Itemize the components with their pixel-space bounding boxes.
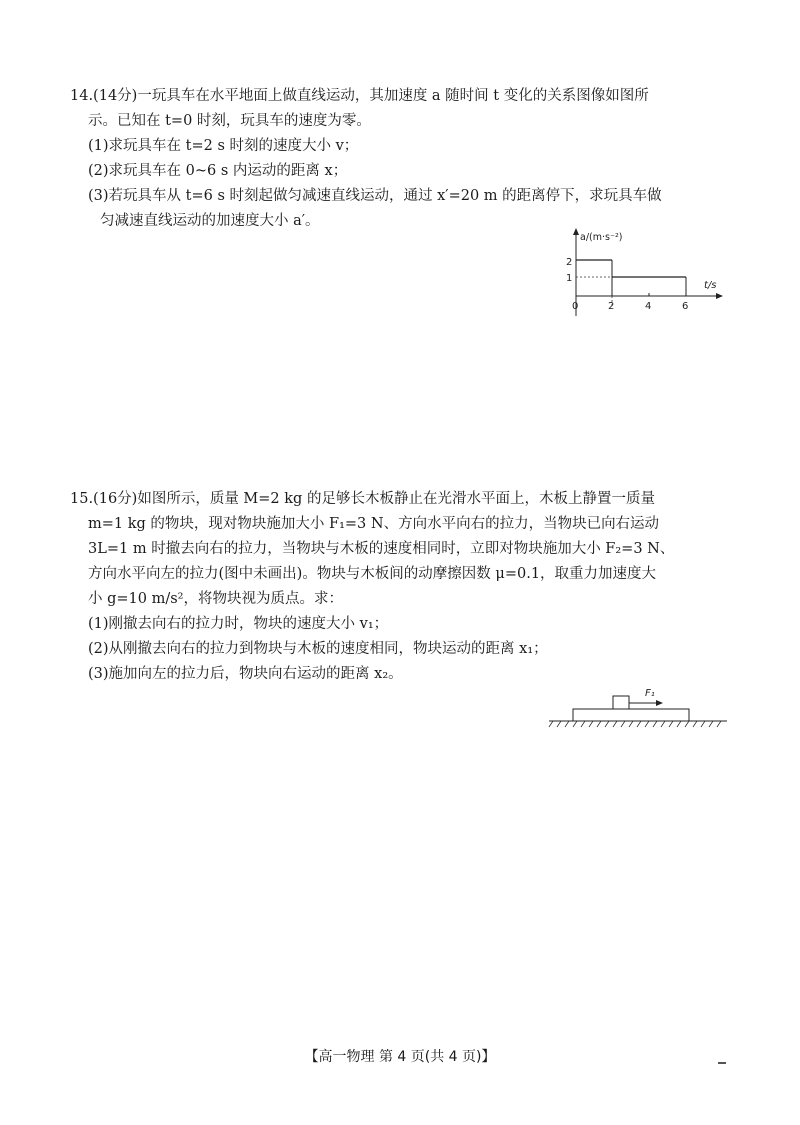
q15-line-4: 方向水平向左的拉力(图中未画出)。物块与木板间的动摩擦因数 μ=0.1，取重力加速度大 xyxy=(88,566,657,582)
q15-line-3: 3L=1 m 时撤去向右的拉力，当物块与木板的速度相同时，立即对物块施加大小 F₂=3 N、 xyxy=(88,541,675,557)
q14-line-1: 14.(14分)一玩具车在水平地面上做直线运动，其加速度 a 随时间 t 变化的关系图像如图所 xyxy=(70,88,649,104)
q14-subq-3-cont: 匀减速直线运动的加速度大小 a′。 xyxy=(100,213,320,229)
wooden-board xyxy=(573,709,689,721)
page-footer: 【高一物理 第 4 页(共 4 页)】 xyxy=(304,1049,496,1065)
force-label: F₁ xyxy=(645,688,655,699)
origin-label: 0 xyxy=(572,301,579,312)
q14-line-2: 示。已知在 t=0 时刻，玩具车的速度为零。 xyxy=(88,113,371,129)
small-block xyxy=(613,696,629,709)
q15-line-1: 15.(16分)如图所示，质量 M=2 kg 的足够长木板静止在光滑水平面上，木板上静置一质量 xyxy=(70,491,655,507)
block-on-board-figure xyxy=(545,684,730,732)
corner-mark xyxy=(718,1062,726,1064)
q15-line-5: 小 g=10 m/s²，将物块视为质点。求： xyxy=(88,591,343,607)
y-tick-1: 1 xyxy=(566,273,573,284)
q15-subq-2: (2)从刚撤去向右的拉力到物块与木板的速度相同，物块运动的距离 x₁； xyxy=(88,641,548,657)
y-axis-arrow xyxy=(573,228,579,235)
q15-subq-1: (1)刚撤去向右的拉力时，物块的速度大小 v₁； xyxy=(88,616,389,632)
force-arrow-head xyxy=(656,700,663,706)
q15-subq-3: (3)施加向左的拉力后，物块向右运动的距离 x₂。 xyxy=(88,666,403,682)
x-axis-arrow xyxy=(716,293,723,299)
acceleration-time-graph xyxy=(556,226,726,326)
q14-subq-2: (2)求玩具车在 0~6 s 内运动的距离 x； xyxy=(88,163,348,179)
x-axis-label: t/s xyxy=(704,280,717,291)
y-axis-label: a/(m·s⁻²) xyxy=(580,232,623,243)
q15-line-2: m=1 kg 的物块，现对物块施加大小 F₁=3 N、方向水平向右的拉力，当物块已向右运动 xyxy=(88,516,660,532)
question-14 xyxy=(70,84,740,234)
question-15 xyxy=(70,487,740,687)
x-tick-4: 4 xyxy=(645,301,652,312)
x-tick-6: 6 xyxy=(682,301,689,312)
q14-subq-1: (1)求玩具车在 t=2 s 时刻的速度大小 v； xyxy=(88,138,359,154)
x-tick-2: 2 xyxy=(608,301,615,312)
y-tick-2: 2 xyxy=(566,257,573,268)
ground-hatching xyxy=(549,721,721,727)
q14-subq-3: (3)若玩具车从 t=6 s 时刻起做匀减速直线运动，通过 x′=20 m 的距离停下，求玩具车做 xyxy=(88,188,662,204)
